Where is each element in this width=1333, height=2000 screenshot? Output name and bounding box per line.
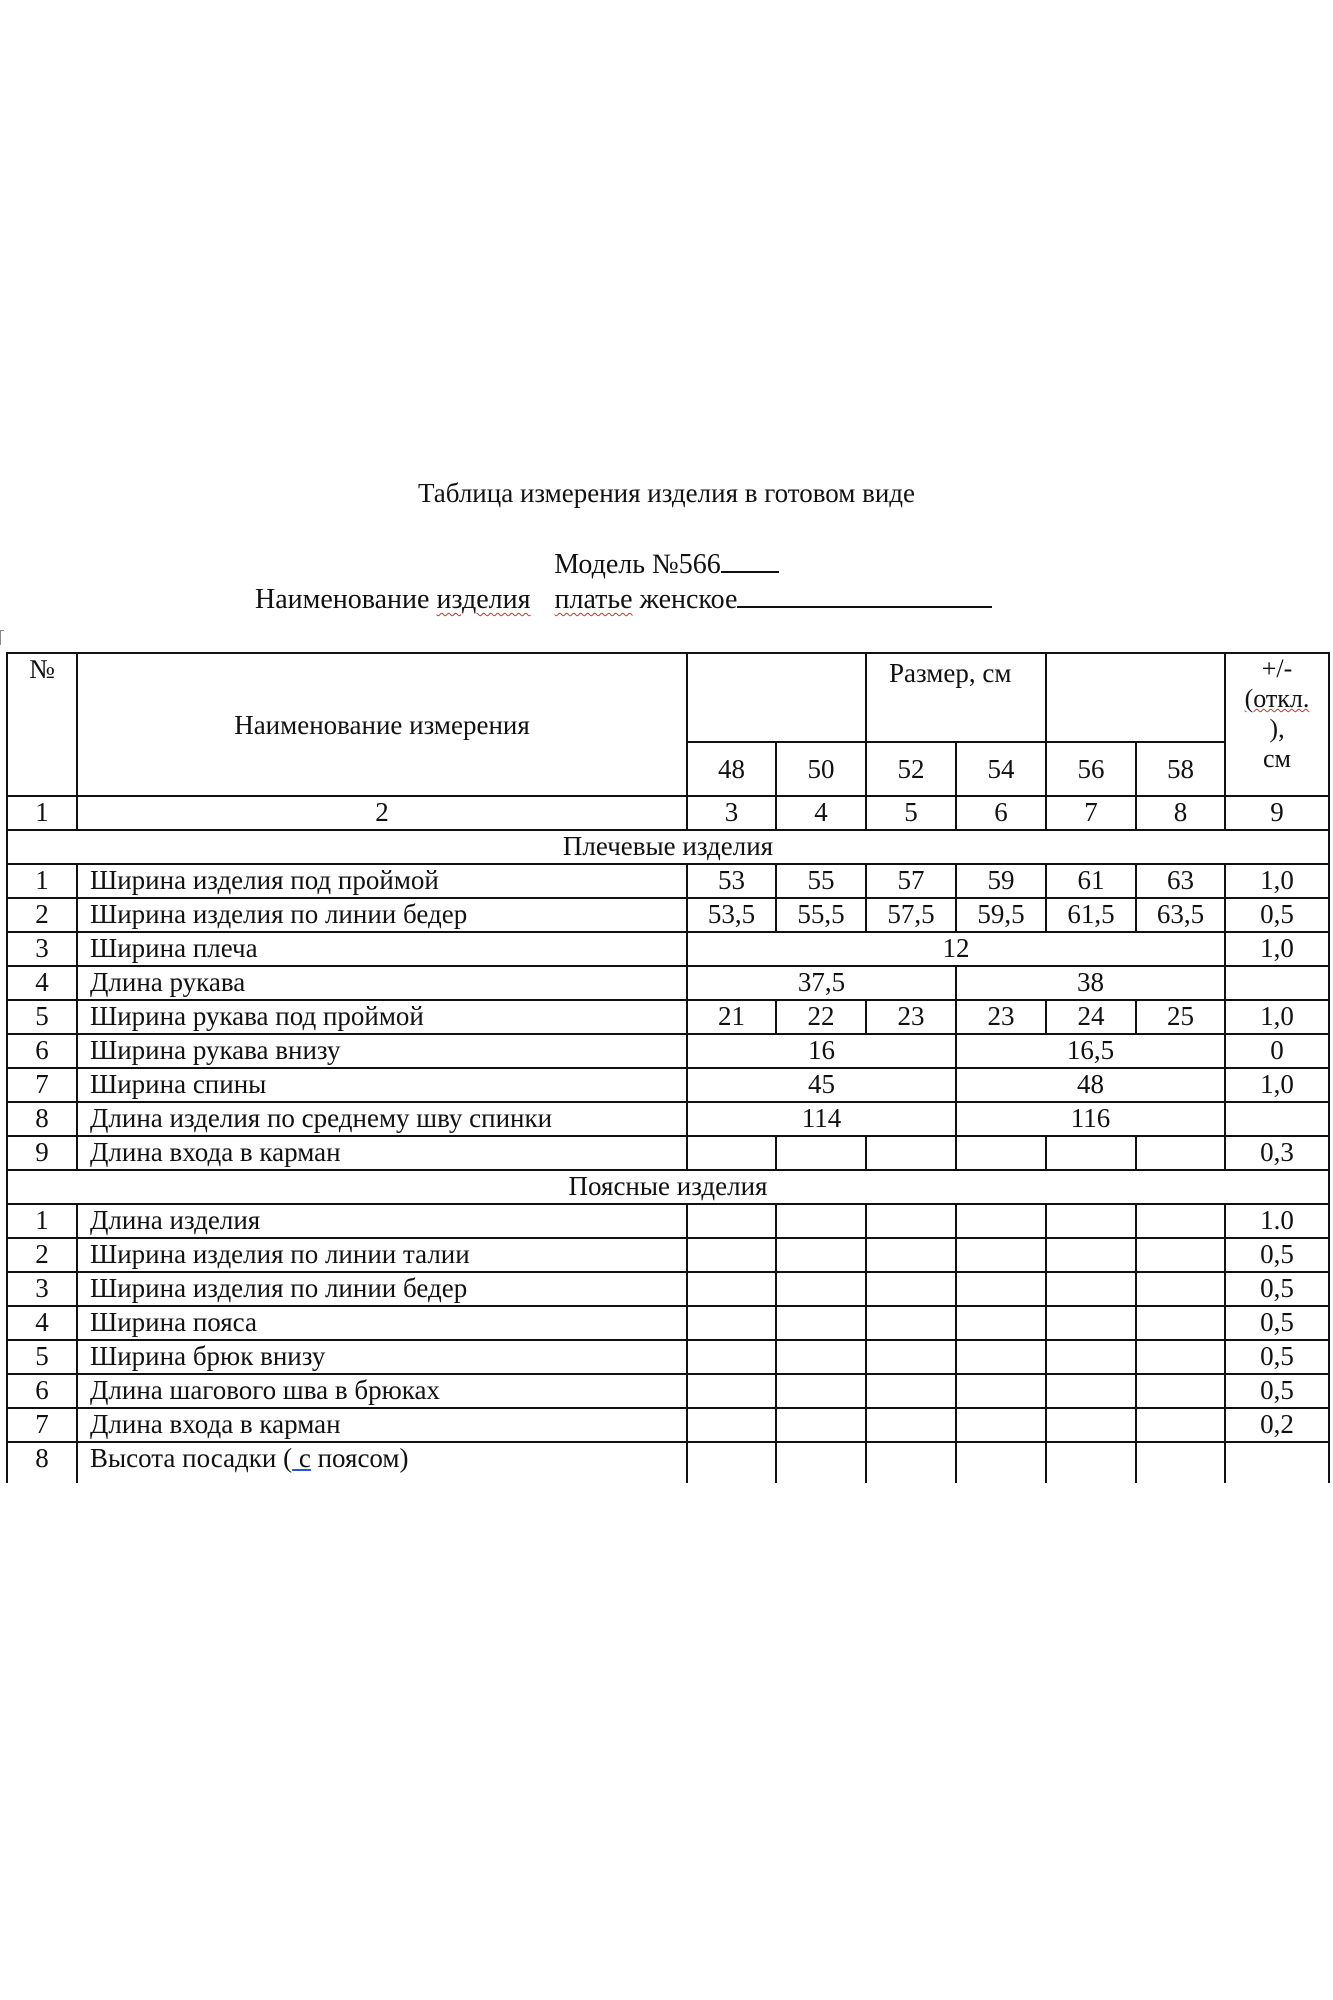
- value-cell: [866, 1272, 956, 1306]
- merged-value-cell: 114: [687, 1102, 956, 1136]
- deviation-cell: 0,3: [1225, 1136, 1329, 1170]
- table-row: [7, 1238, 1329, 1272]
- measurement-name: Ширина брюк внизу: [77, 1340, 687, 1374]
- row-number: 5: [7, 1000, 77, 1034]
- value-cell: [866, 1136, 956, 1170]
- deviation-cell: 0,5: [1225, 1272, 1329, 1306]
- value-cell: 61,5: [1046, 898, 1136, 932]
- value-cell: [956, 1340, 1046, 1374]
- deviation-cell: 0,5: [1225, 898, 1329, 932]
- measurement-name-part: с: [292, 1443, 311, 1473]
- value-cell: [776, 1408, 866, 1442]
- measurement-name: Ширина спины: [77, 1068, 687, 1102]
- measurement-name: Длина входа в карман: [77, 1408, 687, 1442]
- value-cell: [1136, 1306, 1225, 1340]
- value-cell: [866, 1238, 956, 1272]
- value-cell: 63,5: [1136, 898, 1225, 932]
- value-cell: [956, 1272, 1046, 1306]
- header-row-1: [7, 653, 1329, 742]
- merged-value-cell: 37,5: [687, 966, 956, 1000]
- value-cell: [776, 1374, 866, 1408]
- header-deviation-line: (откл.: [1244, 684, 1310, 713]
- table-row: [7, 1136, 1329, 1170]
- value-cell: [1046, 1272, 1136, 1306]
- value-cell: 23: [866, 1000, 956, 1034]
- row-number: 3: [7, 1272, 77, 1306]
- header-blank-cell: [1046, 653, 1225, 742]
- size-52: 52: [866, 742, 956, 796]
- value-cell: [956, 1306, 1046, 1340]
- merged-value-cell: 48: [956, 1068, 1225, 1102]
- measurement-name: Ширина изделия под проймой: [77, 864, 687, 898]
- value-cell: [1136, 1238, 1225, 1272]
- measurement-name-part: Высота посадки (: [90, 1443, 293, 1473]
- section-row: [7, 830, 1329, 864]
- size-48: 48: [687, 742, 776, 796]
- table-row: [7, 1408, 1329, 1442]
- deviation-cell: 0,5: [1225, 1238, 1329, 1272]
- table-row: [7, 1068, 1329, 1102]
- value-cell: 63: [1136, 864, 1225, 898]
- measurement-name: Ширина изделия по линии бедер: [77, 898, 687, 932]
- value-cell: 53: [687, 864, 776, 898]
- deviation-cell: [1225, 966, 1329, 1000]
- row-number: 9: [7, 1136, 77, 1170]
- measurement-name: Ширина рукава внизу: [77, 1034, 687, 1068]
- measurement-name: Длина шагового шва в брюках: [77, 1374, 687, 1408]
- row-number: 6: [7, 1374, 77, 1408]
- table-row: [7, 1000, 1329, 1034]
- product-value: женское: [639, 584, 738, 615]
- section-title-shoulder: Плечевые изделия: [7, 830, 1329, 864]
- value-cell: 21: [687, 1000, 776, 1034]
- model-blank-line: [721, 549, 779, 573]
- deviation-cell: [1225, 1442, 1329, 1483]
- value-cell: [866, 1340, 956, 1374]
- value-cell: [687, 1442, 776, 1483]
- value-cell: [1136, 1374, 1225, 1408]
- value-cell: 57: [866, 864, 956, 898]
- table-row: [7, 1034, 1329, 1068]
- row-number: 7: [7, 1068, 77, 1102]
- deviation-cell: [1225, 1102, 1329, 1136]
- deviation-cell: 0,2: [1225, 1408, 1329, 1442]
- measurement-name-part: поясом): [310, 1443, 409, 1473]
- value-cell: [956, 1442, 1046, 1483]
- value-cell: [866, 1306, 956, 1340]
- deviation-cell: 0,5: [1225, 1374, 1329, 1408]
- value-cell: [866, 1442, 956, 1483]
- row-number: 5: [7, 1340, 77, 1374]
- value-cell: [956, 1136, 1046, 1170]
- section-title-waist: Поясные изделия: [7, 1170, 1329, 1204]
- merged-value-cell: 116: [956, 1102, 1225, 1136]
- measurement-name: Ширина плеча: [77, 932, 687, 966]
- value-cell: 59,5: [956, 898, 1046, 932]
- value-cell: [1046, 1306, 1136, 1340]
- section-row: [7, 1170, 1329, 1204]
- value-cell: [687, 1238, 776, 1272]
- value-cell: [776, 1306, 866, 1340]
- header-number: №: [7, 653, 77, 796]
- measurement-name: Ширина изделия по линии талии: [77, 1238, 687, 1272]
- value-cell: [1046, 1408, 1136, 1442]
- deviation-cell: 0: [1225, 1034, 1329, 1068]
- value-cell: [776, 1272, 866, 1306]
- header-size: Размер, см: [866, 653, 1046, 742]
- col-number: 9: [1225, 796, 1329, 830]
- merged-value-cell: 16: [687, 1034, 956, 1068]
- deviation-cell: 1,0: [1225, 1068, 1329, 1102]
- value-cell: [776, 1204, 866, 1238]
- size-50: 50: [776, 742, 866, 796]
- value-cell: 55: [776, 864, 866, 898]
- value-cell: [687, 1374, 776, 1408]
- value-cell: [687, 1306, 776, 1340]
- value-cell: [687, 1136, 776, 1170]
- measurement-name: Ширина рукава под проймой: [77, 1000, 687, 1034]
- row-number: 2: [7, 898, 77, 932]
- deviation-cell: 1,0: [1225, 864, 1329, 898]
- table-row: [7, 1272, 1329, 1306]
- value-cell: [1136, 1204, 1225, 1238]
- col-number: 3: [687, 796, 776, 830]
- header-deviation: [1225, 653, 1329, 796]
- value-cell: [776, 1238, 866, 1272]
- value-cell: [866, 1204, 956, 1238]
- value-cell: [1136, 1408, 1225, 1442]
- table-row: [7, 1204, 1329, 1238]
- value-cell: [1046, 1340, 1136, 1374]
- value-cell: [1046, 1374, 1136, 1408]
- deviation-cell: 1,0: [1225, 1000, 1329, 1034]
- header-deviation-line: ),: [1269, 714, 1285, 743]
- col-number: 2: [77, 796, 687, 830]
- col-number: 1: [7, 796, 77, 830]
- value-cell: [956, 1204, 1046, 1238]
- document-title: Таблица измерения изделия в готовом виде: [417, 478, 916, 508]
- row-number: 2: [7, 1238, 77, 1272]
- value-cell: [866, 1408, 956, 1442]
- deviation-cell: 0,5: [1225, 1340, 1329, 1374]
- product-line: [255, 584, 992, 616]
- table-row: [7, 864, 1329, 898]
- deviation-cell: 0,5: [1225, 1306, 1329, 1340]
- value-cell: 53,5: [687, 898, 776, 932]
- measurement-name: [77, 1442, 687, 1483]
- merged-value-cell: 45: [687, 1068, 956, 1102]
- table-row: [7, 1374, 1329, 1408]
- deviation-cell: 1,0: [1225, 932, 1329, 966]
- value-cell: 22: [776, 1000, 866, 1034]
- value-cell: [776, 1442, 866, 1483]
- col-number: 8: [1136, 796, 1225, 830]
- header-deviation-line: +/-: [1261, 654, 1293, 683]
- table-row: [7, 1442, 1329, 1483]
- product-type: платье: [554, 584, 633, 615]
- value-cell: [687, 1272, 776, 1306]
- size-56: 56: [1046, 742, 1136, 796]
- row-number: 4: [7, 966, 77, 1000]
- row-number: 4: [7, 1306, 77, 1340]
- table-row: [7, 1306, 1329, 1340]
- value-cell: [1046, 1136, 1136, 1170]
- deviation-cell: 1.0: [1225, 1204, 1329, 1238]
- value-cell: [1046, 1204, 1136, 1238]
- value-cell: [687, 1408, 776, 1442]
- value-cell: [776, 1136, 866, 1170]
- col-number: 5: [866, 796, 956, 830]
- value-cell: [776, 1340, 866, 1374]
- value-cell: 23: [956, 1000, 1046, 1034]
- measurement-name: Ширина изделия по линии бедер: [77, 1272, 687, 1306]
- merged-value-cell: 16,5: [956, 1034, 1225, 1068]
- margin-marker: [0, 630, 4, 645]
- model-line: [0, 549, 1333, 581]
- table-row: [7, 932, 1329, 966]
- value-cell: 61: [1046, 864, 1136, 898]
- row-number: 8: [7, 1442, 77, 1483]
- product-blank-line: [737, 584, 992, 608]
- value-cell: [866, 1374, 956, 1408]
- value-cell: [1046, 1238, 1136, 1272]
- value-cell: [1136, 1272, 1225, 1306]
- size-58: 58: [1136, 742, 1225, 796]
- table-row: [7, 966, 1329, 1000]
- value-cell: [956, 1408, 1046, 1442]
- merged-value-cell: 38: [956, 966, 1225, 1000]
- value-cell: [956, 1374, 1046, 1408]
- row-number: 1: [7, 864, 77, 898]
- col-number: 7: [1046, 796, 1136, 830]
- measurement-name: Длина изделия: [77, 1204, 687, 1238]
- value-cell: 24: [1046, 1000, 1136, 1034]
- col-number: 4: [776, 796, 866, 830]
- value-cell: [956, 1238, 1046, 1272]
- value-cell: 59: [956, 864, 1046, 898]
- row-number: 7: [7, 1408, 77, 1442]
- row-number: 3: [7, 932, 77, 966]
- measurement-table: [6, 652, 1330, 1483]
- measurement-name: Ширина пояса: [77, 1306, 687, 1340]
- measurement-name: Длина рукава: [77, 966, 687, 1000]
- value-cell: 57,5: [866, 898, 956, 932]
- value-cell: 25: [1136, 1000, 1225, 1034]
- row-number: 6: [7, 1034, 77, 1068]
- table-row: [7, 1102, 1329, 1136]
- measurement-name: Длина изделия по среднему шву спинки: [77, 1102, 687, 1136]
- measurement-name: Длина входа в карман: [77, 1136, 687, 1170]
- value-cell: [1046, 1442, 1136, 1483]
- col-number: 6: [956, 796, 1046, 830]
- table-row: [7, 898, 1329, 932]
- row-number: 8: [7, 1102, 77, 1136]
- product-label-word: изделия: [436, 584, 531, 615]
- header-measurement-name: Наименование измерения: [77, 653, 687, 796]
- value-cell: [687, 1204, 776, 1238]
- model-number: Модель №566: [554, 549, 721, 580]
- value-cell: [1136, 1136, 1225, 1170]
- product-label: Наименование: [255, 584, 430, 615]
- header-deviation-line: см: [1263, 744, 1291, 773]
- table-row: [7, 1340, 1329, 1374]
- value-cell: [687, 1340, 776, 1374]
- value-cell: [1136, 1442, 1225, 1483]
- column-number-row: [7, 796, 1329, 830]
- row-number: 1: [7, 1204, 77, 1238]
- value-cell: [1136, 1340, 1225, 1374]
- value-cell: 55,5: [776, 898, 866, 932]
- header-blank-cell: [687, 653, 866, 742]
- merged-value-cell: 12: [687, 932, 1225, 966]
- size-54: 54: [956, 742, 1046, 796]
